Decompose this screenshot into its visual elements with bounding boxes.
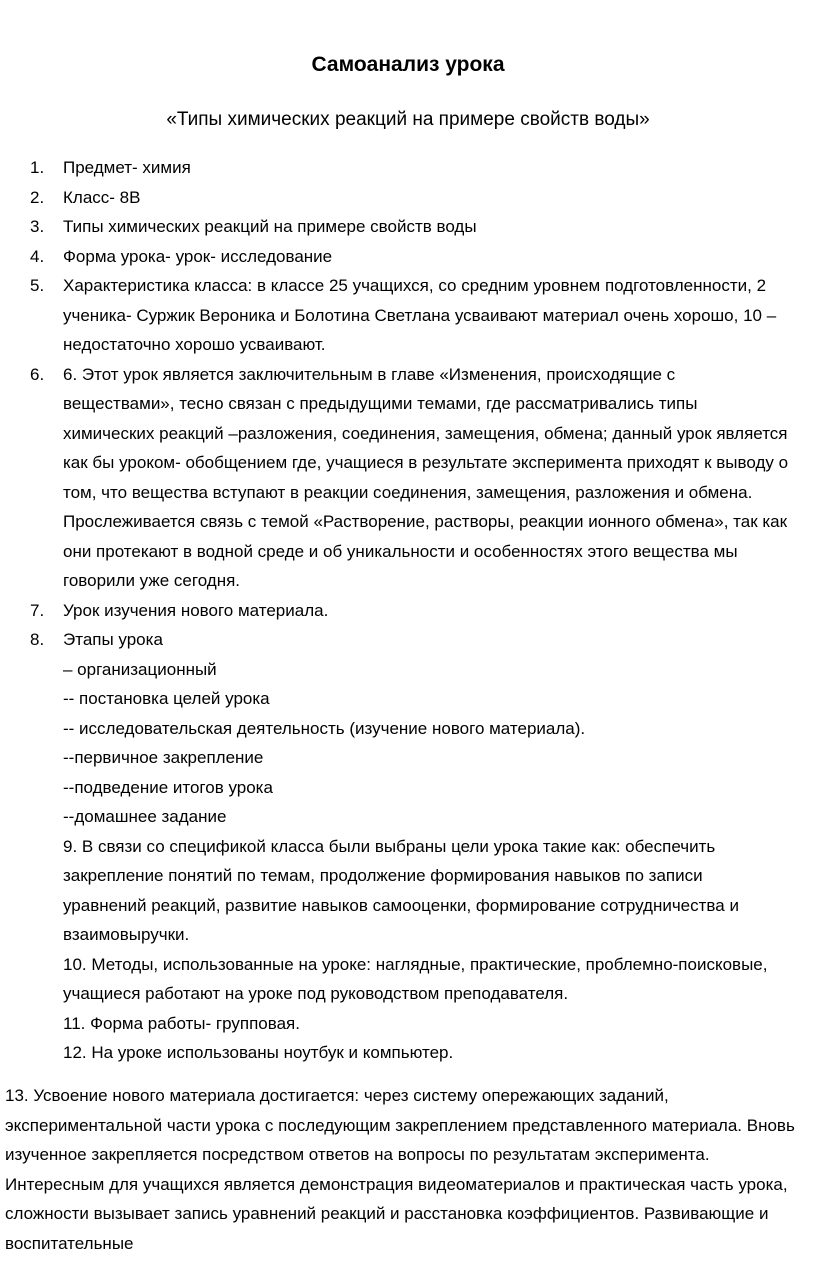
sub-paragraph: 12. На уроке использованы ноутбук и компьютер. — [63, 1043, 454, 1062]
list-item — [0, 242, 790, 272]
list-item-text: Предмет- химия — [63, 158, 191, 177]
list-item — [0, 360, 790, 596]
list-item — [0, 212, 790, 242]
list-item-number: 5. — [30, 276, 45, 295]
sub-paragraph: 10. Методы, использованные на уроке: наглядные, практические, проблемно-поисковые, учащиеся работают на уроке под руководством преподавателя. — [63, 954, 768, 1003]
list-item — [0, 596, 790, 626]
list-item-text: Класс- 8В — [63, 187, 141, 207]
list-item-text: Этапы урока — [63, 630, 163, 649]
stage-line: --домашнее задание — [63, 807, 227, 826]
sub-paragraph: 11. Форма работы- групповая. — [63, 1013, 300, 1033]
stage-line: – организационный — [63, 659, 217, 679]
list-item — [0, 271, 790, 360]
document-subtitle: «Типы химических реакций на примере свойств воды» — [166, 109, 650, 130]
list-item-number: 8. — [30, 630, 45, 649]
list-item-number: 1. — [30, 158, 45, 177]
list-item-number: 7. — [30, 600, 45, 620]
list-item-stages — [0, 625, 790, 1068]
list-item-text: Форма урока- урок- исследование — [63, 246, 333, 266]
list-item — [0, 153, 790, 183]
numbered-list — [0, 153, 790, 1068]
stage-line: --первичное закрепление — [63, 748, 264, 767]
list-item-number: 6. — [30, 364, 45, 384]
stage-line: -- исследовательская деятельность (изучение нового материала). — [63, 718, 586, 738]
paragraph-13: 13. Усвоение нового материала достигается: через систему опережающих заданий, экспериментальной части урока с последующим закреплением представленного материала. Вновь изученное закрепляется посредством ответов на вопросы по результатам эксперимента. Интересным для учащихся является демонстрация видеоматериалов и практическая часть урока, сложности вызывает запись уравнений реакций и расстановка коэффициентов. Развивающие и воспитательные — [5, 1086, 795, 1253]
stage-line: -- постановка целей урока — [63, 689, 270, 708]
list-item-number: 4. — [30, 246, 45, 266]
list-item — [0, 183, 790, 213]
document-title: Самоанализ урока — [311, 53, 505, 76]
list-item-text: Характеристика класса: в классе 25 учащихся, со средним уровнем подготовленности, 2 ученика- Суржик Вероника и Болотина Светлана усваивают материал очень хорошо, 10 – недостаточно хорошо усваивают. — [63, 276, 777, 354]
list-item-number: 3. — [30, 217, 45, 236]
list-item-number: 2. — [30, 187, 45, 207]
list-item-text: Типы химических реакций на примере свойств воды — [63, 217, 477, 236]
list-item-text: Урок изучения нового материала. — [63, 600, 329, 620]
stage-line: --подведение итогов урока — [63, 777, 273, 797]
sub-paragraph: 9. В связи со спецификой класса были выбраны цели урока такие как: обеспечить закрепление понятий по темам, продолжение формирования навыков по записи уравнений реакций, развитие навыков самооценки, формирование сотрудничества и взаимовыручки. — [63, 836, 739, 944]
list-item-text: 6. Этот урок является заключительным в главе «Изменения, происходящие с веществами», тесно связан с предыдущими темами, где рассматривались типы химических реакций –разложения, соединения, замещения, обмена; данный урок является как бы уроком- обобщением где, учащиеся в результате эксперимента приходят к выводу о том, что вещества вступают в реакции соединения, замещения, разложения и обмена. Прослеживается связь с темой «Растворение, растворы, реакции ионного обмена», так как они протекают в водной среде и об уникальности и особенностях этого вещества мы говорили уже сегодня. — [63, 364, 789, 590]
